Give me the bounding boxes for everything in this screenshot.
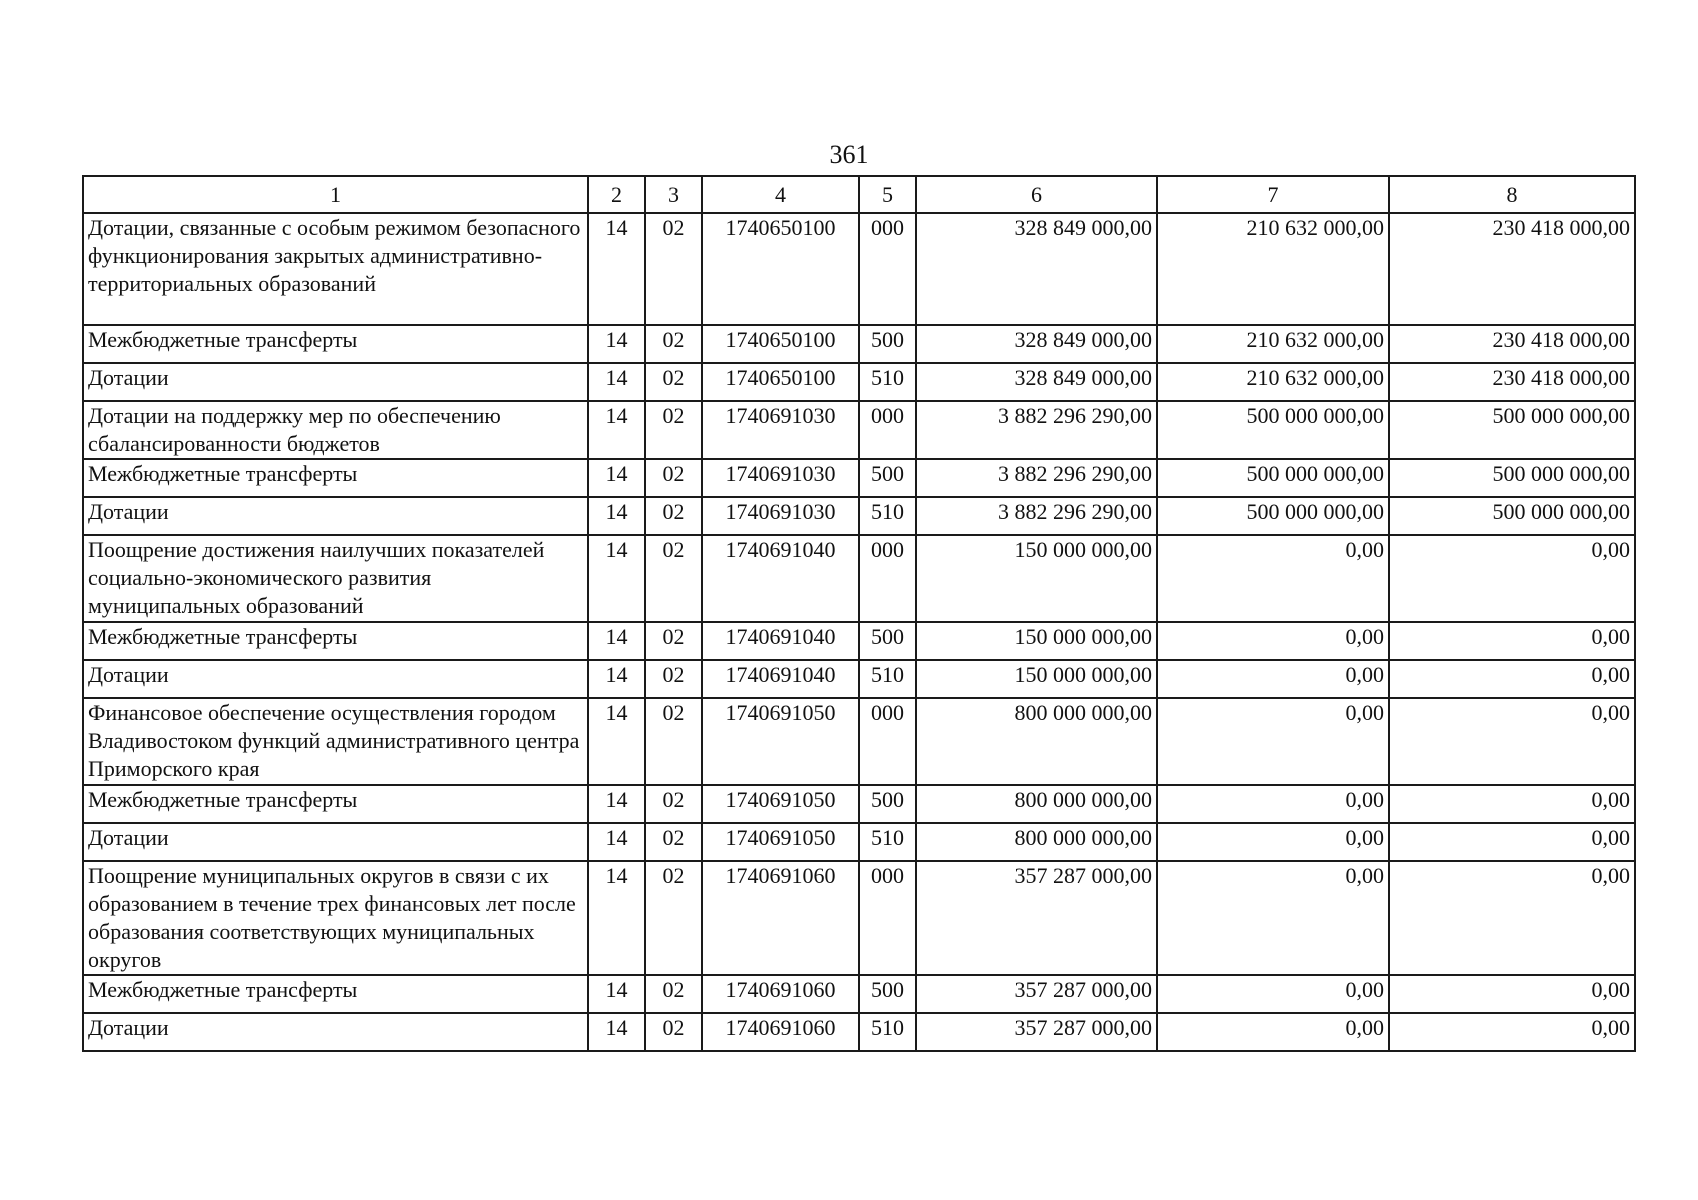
amount-col-6: 357 287 000,00 [916,861,1157,975]
subsection-code: 02 [645,698,702,785]
amount-col-7: 0,00 [1157,1013,1389,1051]
row-name: Поощрение достижения наилучших показателей социально-экономического развития муниципальных образований [83,535,588,622]
amount-col-7: 0,00 [1157,823,1389,861]
amount-col-6: 357 287 000,00 [916,975,1157,1013]
target-article-code: 1740691060 [702,975,859,1013]
amount-col-7: 0,00 [1157,622,1389,660]
expense-type-code: 510 [859,823,916,861]
section-code: 14 [588,660,645,698]
table-row [83,363,1635,401]
expense-type-code: 510 [859,363,916,401]
row-name: Дотации [83,497,588,535]
expense-type-code: 500 [859,325,916,363]
amount-col-7: 0,00 [1157,975,1389,1013]
subsection-code: 02 [645,1013,702,1051]
expense-type-code: 500 [859,785,916,823]
row-name: Дотации, связанные с особым режимом безопасного функционирования закрытых административно-территориальных образований [83,213,588,325]
table-row [83,975,1635,1013]
section-code: 14 [588,325,645,363]
table-row [83,785,1635,823]
section-code: 14 [588,823,645,861]
amount-col-6: 3 882 296 290,00 [916,401,1157,459]
target-article-code: 1740691030 [702,459,859,497]
subsection-code: 02 [645,401,702,459]
amount-col-6: 800 000 000,00 [916,823,1157,861]
subsection-code: 02 [645,785,702,823]
row-name: Межбюджетные трансферты [83,325,588,363]
table-row [83,861,1635,975]
amount-col-7: 0,00 [1157,861,1389,975]
target-article-code: 1740691040 [702,622,859,660]
amount-col-6: 328 849 000,00 [916,213,1157,325]
amount-col-6: 800 000 000,00 [916,698,1157,785]
target-article-code: 1740691040 [702,535,859,622]
column-header-6: 6 [916,176,1157,213]
subsection-code: 02 [645,363,702,401]
section-code: 14 [588,535,645,622]
amount-col-8: 230 418 000,00 [1389,213,1635,325]
subsection-code: 02 [645,975,702,1013]
expense-type-code: 000 [859,698,916,785]
expense-type-code: 510 [859,660,916,698]
amount-col-8: 500 000 000,00 [1389,459,1635,497]
amount-col-8: 0,00 [1389,823,1635,861]
row-name: Межбюджетные трансферты [83,975,588,1013]
amount-col-6: 3 882 296 290,00 [916,459,1157,497]
section-code: 14 [588,698,645,785]
target-article-code: 1740691060 [702,861,859,975]
expense-type-code: 500 [859,622,916,660]
section-code: 14 [588,785,645,823]
row-name: Дотации [83,1013,588,1051]
column-header-5: 5 [859,176,916,213]
target-article-code: 1740691050 [702,823,859,861]
table-row [83,401,1635,459]
amount-col-7: 210 632 000,00 [1157,213,1389,325]
amount-col-6: 328 849 000,00 [916,363,1157,401]
amount-col-8: 0,00 [1389,660,1635,698]
row-name: Межбюджетные трансферты [83,459,588,497]
section-code: 14 [588,401,645,459]
subsection-code: 02 [645,497,702,535]
amount-col-7: 210 632 000,00 [1157,325,1389,363]
page-number: 361 [829,140,869,169]
column-header-8: 8 [1389,176,1635,213]
amount-col-6: 357 287 000,00 [916,1013,1157,1051]
target-article-code: 1740691050 [702,698,859,785]
expense-type-code: 000 [859,213,916,325]
row-name: Межбюджетные трансферты [83,622,588,660]
column-header-4: 4 [702,176,859,213]
row-name: Дотации [83,660,588,698]
table-row [83,622,1635,660]
section-code: 14 [588,363,645,401]
table-row [83,823,1635,861]
amount-col-6: 800 000 000,00 [916,785,1157,823]
subsection-code: 02 [645,535,702,622]
target-article-code: 1740691030 [702,497,859,535]
amount-col-8: 0,00 [1389,698,1635,785]
section-code: 14 [588,1013,645,1051]
target-article-code: 1740691060 [702,1013,859,1051]
amount-col-8: 0,00 [1389,1013,1635,1051]
amount-col-8: 230 418 000,00 [1389,325,1635,363]
subsection-code: 02 [645,213,702,325]
amount-col-8: 0,00 [1389,861,1635,975]
amount-col-7: 0,00 [1157,660,1389,698]
subsection-code: 02 [645,660,702,698]
row-name: Дотации на поддержку мер по обеспечению сбалансированности бюджетов [83,401,588,459]
expense-type-code: 510 [859,497,916,535]
section-code: 14 [588,861,645,975]
table-row [83,698,1635,785]
table-row [83,1013,1635,1051]
row-name: Финансовое обеспечение осуществления городом Владивостоком функций административного центра Приморского края [83,698,588,785]
section-code: 14 [588,497,645,535]
table-row [83,213,1635,325]
column-header-2: 2 [588,176,645,213]
row-name: Дотации [83,363,588,401]
row-name: Поощрение муниципальных округов в связи с их образованием в течение трех финансовых лет после образования соответствующих муниципальных округов [83,861,588,975]
amount-col-7: 0,00 [1157,535,1389,622]
amount-col-8: 500 000 000,00 [1389,401,1635,459]
expense-type-code: 000 [859,401,916,459]
table-row [83,497,1635,535]
row-name: Межбюджетные трансферты [83,785,588,823]
row-name: Дотации [83,823,588,861]
table-row [83,459,1635,497]
amount-col-7: 0,00 [1157,698,1389,785]
expense-type-code: 500 [859,459,916,497]
column-header-3: 3 [645,176,702,213]
expense-type-code: 000 [859,535,916,622]
target-article-code: 1740650100 [702,213,859,325]
amount-col-8: 230 418 000,00 [1389,363,1635,401]
target-article-code: 1740691030 [702,401,859,459]
amount-col-7: 500 000 000,00 [1157,459,1389,497]
amount-col-6: 150 000 000,00 [916,622,1157,660]
amount-col-8: 0,00 [1389,975,1635,1013]
subsection-code: 02 [645,459,702,497]
amount-col-8: 0,00 [1389,535,1635,622]
amount-col-6: 150 000 000,00 [916,660,1157,698]
expense-type-code: 000 [859,861,916,975]
section-code: 14 [588,622,645,660]
section-code: 14 [588,213,645,325]
section-code: 14 [588,459,645,497]
amount-col-8: 0,00 [1389,622,1635,660]
amount-col-6: 328 849 000,00 [916,325,1157,363]
header-row [83,176,1635,213]
amount-col-7: 210 632 000,00 [1157,363,1389,401]
target-article-code: 1740691050 [702,785,859,823]
target-article-code: 1740650100 [702,363,859,401]
subsection-code: 02 [645,823,702,861]
expense-type-code: 510 [859,1013,916,1051]
table-row [83,660,1635,698]
column-header-7: 7 [1157,176,1389,213]
target-article-code: 1740691040 [702,660,859,698]
expense-type-code: 500 [859,975,916,1013]
amount-col-8: 0,00 [1389,785,1635,823]
amount-col-7: 500 000 000,00 [1157,401,1389,459]
target-article-code: 1740650100 [702,325,859,363]
amount-col-7: 500 000 000,00 [1157,497,1389,535]
subsection-code: 02 [645,861,702,975]
table-row [83,535,1635,622]
amount-col-7: 0,00 [1157,785,1389,823]
subsection-code: 02 [645,622,702,660]
amount-col-6: 3 882 296 290,00 [916,497,1157,535]
subsection-code: 02 [645,325,702,363]
section-code: 14 [588,975,645,1013]
amount-col-8: 500 000 000,00 [1389,497,1635,535]
amount-col-6: 150 000 000,00 [916,535,1157,622]
budget-table [82,175,1636,1052]
table-row [83,325,1635,363]
column-header-1: 1 [83,176,588,213]
